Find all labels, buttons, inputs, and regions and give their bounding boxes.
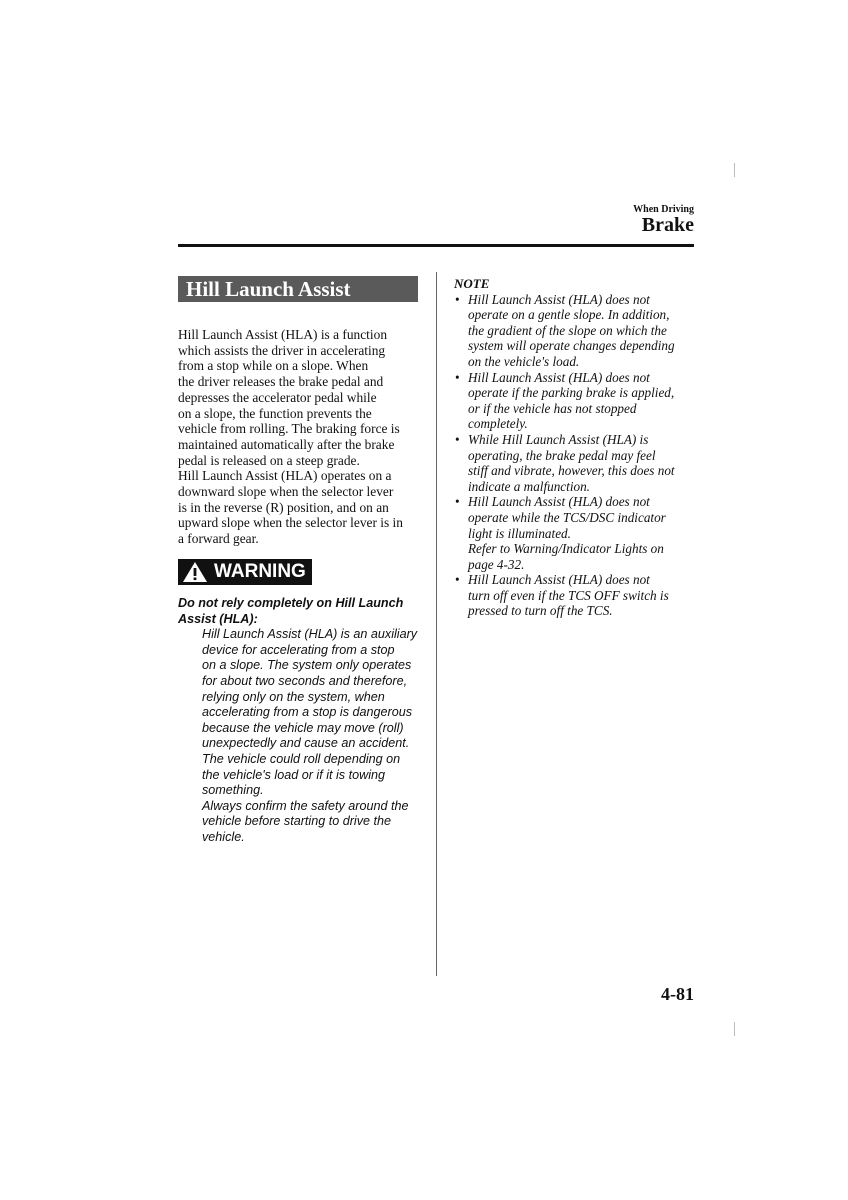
note-line: Hill Launch Assist (HLA) does not xyxy=(468,291,650,307)
bullet-icon: • xyxy=(455,494,460,510)
page-number: 4-81 xyxy=(661,984,694,1004)
body-paragraph xyxy=(178,327,418,547)
body-line: upward slope when the selector lever is in xyxy=(178,515,403,531)
note-label: NOTE xyxy=(454,276,490,291)
note-item xyxy=(454,292,694,370)
note-line: completely. xyxy=(468,416,528,432)
warning-line: something. xyxy=(202,783,264,798)
body-line: Hill Launch Assist (HLA) is a function xyxy=(178,327,388,342)
note-line: Hill Launch Assist (HLA) does not xyxy=(468,494,650,510)
warning-line: on a slope. The system only operates xyxy=(202,658,412,673)
body-line: from a stop while on a slope. When xyxy=(178,358,369,374)
note-list xyxy=(454,292,694,619)
note-line: indicate a malfunction. xyxy=(468,478,590,494)
note-item xyxy=(454,572,694,619)
warning-triangle-icon xyxy=(182,561,208,583)
body-line: is in the reverse (R) position, and on an xyxy=(178,499,389,515)
left-column xyxy=(178,276,418,846)
crop-mark-top xyxy=(734,163,735,177)
bullet-icon: • xyxy=(455,291,460,307)
warning-line: Hill Launch Assist (HLA) is an auxiliary xyxy=(202,627,418,642)
note-line: operate on a gentle slope. In addition, xyxy=(468,307,670,323)
right-column xyxy=(454,276,694,619)
note-line: pressed to turn off the TCS. xyxy=(468,603,613,619)
note-line: the gradient of the slope on which the xyxy=(468,322,667,338)
bullet-icon: • xyxy=(455,431,460,447)
body-line: the driver releases the brake pedal and xyxy=(178,374,384,390)
warning-label: WARNING xyxy=(214,560,306,582)
warning-line: relying only on the system, when xyxy=(202,689,385,704)
bullet-icon: • xyxy=(455,369,460,385)
note-line: system will operate changes depending xyxy=(468,338,675,354)
note-line: Hill Launch Assist (HLA) does not xyxy=(468,369,650,385)
body-line: downward slope when the selector lever xyxy=(178,484,394,500)
warning-line: vehicle. xyxy=(202,829,245,844)
note-line: turn off even if the TCS OFF switch is xyxy=(468,587,669,603)
warning-line: the vehicle's load or if it is towing xyxy=(202,767,386,782)
body-line: maintained automatically after the brake xyxy=(178,436,395,452)
note-line: stiff and vibrate, however, this does not xyxy=(468,463,675,479)
note-line: Hill Launch Assist (HLA) does not xyxy=(468,572,650,588)
note-line: operate while the TCS/DSC indicator xyxy=(468,509,666,525)
note-line: While Hill Launch Assist (HLA) is xyxy=(468,431,649,447)
note-item xyxy=(454,370,694,432)
note-line: or if the vehicle has not stopped xyxy=(468,400,637,416)
warning-line: vehicle before starting to drive the xyxy=(202,814,392,829)
warning-line: The vehicle could roll depending on xyxy=(202,752,401,766)
note-item xyxy=(454,494,694,572)
body-line: which assists the driver in accelerating xyxy=(178,342,386,358)
note-line: Refer to Warning/Indicator Lights on xyxy=(468,541,664,557)
warning-heading-line: Do not rely completely on Hill Launch xyxy=(178,595,404,610)
note-line: light is illuminated. xyxy=(468,525,571,541)
running-header-section: When Driving xyxy=(633,204,694,215)
note-line: page 4-32. xyxy=(468,556,525,572)
note-line: operating, the brake pedal may feel xyxy=(468,447,656,463)
body-line: Hill Launch Assist (HLA) operates on a xyxy=(178,468,392,484)
note-line: on the vehicle's load. xyxy=(468,353,580,369)
note-item xyxy=(454,432,694,494)
warning-badge xyxy=(178,559,312,585)
warning-heading xyxy=(178,596,418,627)
warning-line: because the vehicle may move (roll) xyxy=(202,720,404,735)
body-line: vehicle from rolling. The braking force is xyxy=(178,421,400,437)
crop-mark-bottom xyxy=(734,1022,735,1036)
note-line: operate if the parking brake is applied, xyxy=(468,385,675,401)
warning-heading-line: Assist (HLA): xyxy=(178,611,258,626)
section-title: Hill Launch Assist (HLA) xyxy=(178,276,418,302)
column-divider xyxy=(436,272,437,976)
warning-line: accelerating from a stop is dangerous xyxy=(202,705,413,720)
body-line: a forward gear. xyxy=(178,531,259,547)
warning-line: for about two seconds and therefore, xyxy=(202,674,408,689)
header-rule xyxy=(178,244,694,247)
warning-body xyxy=(178,627,418,845)
body-line: pedal is released on a steep grade. xyxy=(178,452,360,468)
running-header-title: Brake xyxy=(641,214,694,236)
body-line: on a slope, the function prevents the xyxy=(178,405,372,421)
warning-line: Always confirm the safety around the xyxy=(202,798,409,813)
body-line: depresses the accelerator pedal while xyxy=(178,389,377,405)
bullet-icon: • xyxy=(455,572,460,588)
warning-line: unexpectedly and cause an accident. xyxy=(202,736,410,751)
warning-line: device for accelerating from a stop xyxy=(202,642,395,657)
